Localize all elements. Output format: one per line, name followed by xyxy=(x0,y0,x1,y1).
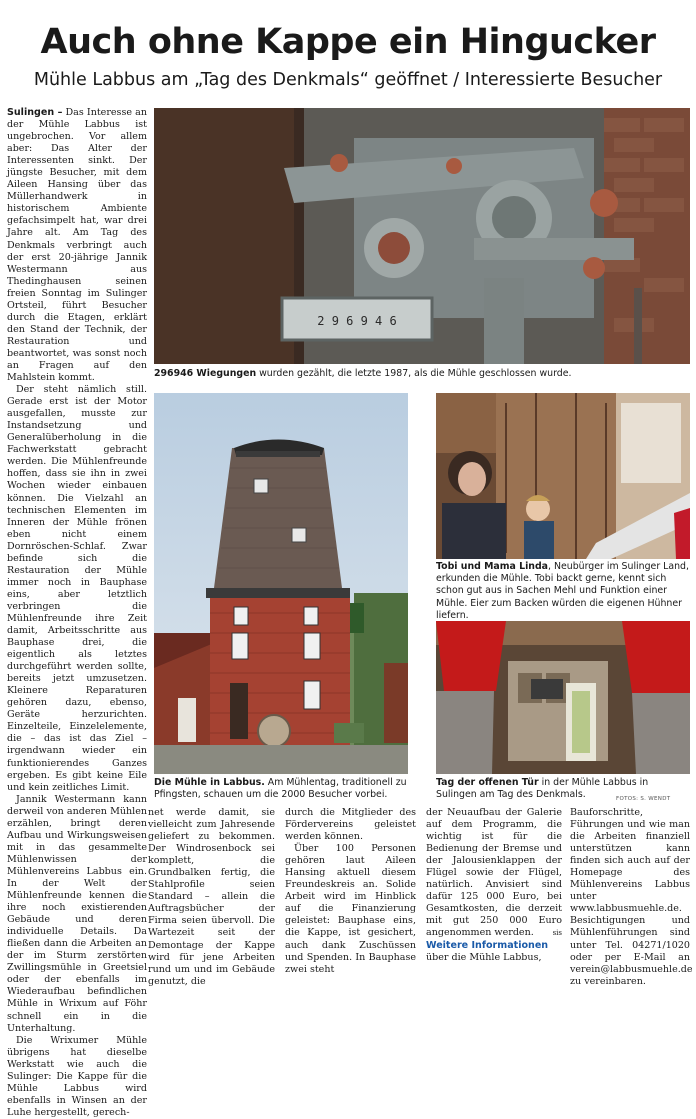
dateline: Sulingen – xyxy=(7,107,63,118)
headline: Auch ohne Kappe ein Hingucker xyxy=(40,22,656,62)
caption-bold: Die Mühle in Labbus. xyxy=(154,777,265,788)
info-box-heading: Weitere Informationen xyxy=(426,939,549,951)
article-paragraph: Jannik Westermann kann derweil von anderen Mühlen erzählen, bringt deren Aufbau und Wirkungsweisen mit in das gesammelte Mühlenwissen der Mühlenvereins Labbus ein. In der Welt der Mühlenfreunde kennen die ihre noch existierenden Gebäude und deren individuelle Details. Da fließen dann die Arbeiten an der im Sturm zerstörten Zwillingsmühle in Greetsiel oder der ebenfalls im Wiederaufbau befindlichen Mühle in Wrixum auf Föhr schnell ein in die Unterhaltung. xyxy=(7,793,147,1034)
caption-bold: 296946 Wiegungen xyxy=(154,368,257,379)
article-paragraph: Der steht nämlich still. Gerade erst ist der Motor ausgefallen, musste zur Instandsetzung und Generalüberholung in die Fachwerkstatt gebracht werden. Die Mühlenfreunde hoffen, dass sie ihn in zwei Wochen wieder einbauen können. Die Vielzahl an technischen Elementen im Inneren der Mühle frönen eben nicht einem Dornröschen-Schlaf. Zwar befinde sich die Restauration der Mühle immer noch in Bauphase eins, aber letztlich verbringen die Mühlenfreunde ihre Zeit damit, Arbeitsschritte aus Bauphase drei, die eigentlich als letztes durchgeführt werden sollte, bereits jetzt umzusetzen. Kleinere Reparaturen gehören dazu, ebenso, Geräte herzurichten. Einzelteile, Einzelelemente, die – das ist das Ziel – irgendwann wieder ein funktionierendes Ganzes ergeben. Es gibt keine Eile und kein zeitliches Limit. xyxy=(7,384,147,793)
article-column-2 xyxy=(148,807,275,988)
article-paragraph xyxy=(426,807,562,940)
subheadline: Mühle Labbus am „Tag des Denkmals“ geöffnet / Interessierte Besucher xyxy=(33,70,663,90)
caption-bold: Tag der offenen Tür xyxy=(436,777,539,788)
article-paragraph: net werde damit, sie vielleicht zum Jahresende geliefert zu bekommen. Der Windrosenbock sei komplett, die Grundbalken fertig, die Stahlprofile seien Standard – allein die Auftragsbücher der Firma seien übervoll. Die Wartezeit seit der Demontage der Kappe wird für jene Arbeiten rund um und im Gebäude genutzt, die xyxy=(148,807,275,987)
article-paragraph: durch die Mitglieder des Fördervereins geleistet werden können. xyxy=(285,807,416,843)
counter-display: 2 9 6 9 4 6 xyxy=(317,314,397,328)
caption-text: in der Mühle Labbus in Sulingen am Tag des Denkmals. xyxy=(436,777,649,801)
info-box-column xyxy=(570,807,693,988)
author-tag: sis xyxy=(552,929,562,938)
caption-machine xyxy=(154,368,690,380)
info-box-lead: über die Mühle Labbus, xyxy=(426,951,542,963)
caption-text: , Neubürger im Sulinger Land, erkunden die Mühle. Tobi backt gerne, kennt sich schon gut aus in Sachen Mehl und Funktion einer Mühle. Eier zum Backen würden die eigenen Hühner liefern. xyxy=(436,561,689,621)
info-box-title xyxy=(426,940,562,952)
caption-text: wurden gezählt, die letzte 1987, als die Mühle geschlossen wurde. xyxy=(256,368,572,379)
caption-family xyxy=(436,561,690,622)
photo-machine-scale xyxy=(154,108,690,364)
article-column-4 xyxy=(426,807,562,964)
caption-bold: Tobi und Mama Linda xyxy=(436,561,549,572)
article-paragraph: Über 100 Personen gehören laut Aileen Hansing aktuell diesem Freundeskreis an. Solide Arbeit wird im Hinblick auf die Finanzierung geleistet: Bauphase eins, die Kappe, ist gesichert, auch dank Zuschüssen und Spenden. In Bauphase zwei steht xyxy=(285,843,416,975)
photo-interior xyxy=(436,621,690,774)
article-column-1 xyxy=(7,107,147,1118)
caption-windmill xyxy=(154,777,408,801)
photo-windmill xyxy=(154,393,408,774)
article-paragraph: Die Wrixumer Mühle übrigens hat dieselbe Werkstatt wie auch die Sulinger: Die Kappe für die Mühle Labbus wird ebenfalls in Winsen an der Luhe hergestellt, gerech- xyxy=(7,1034,147,1118)
info-box-text: Bauforschritte, Führungen und wie man die Arbeiten finanziell unterstützen kann finden sich auch auf der Homepage des Mühlenvereins Labbus unter www.labbusmuehle.de. Besichtigungen und Mühlenführungen sind unter Tel. 04271/1020 oder per E-Mail an verein@labbusmuehle.de zu vereinbaren. xyxy=(570,807,693,987)
article-column-3 xyxy=(285,807,416,976)
article-paragraph: Das Interesse an der Mühle Labbus ist ungebrochen. Vor allem aber: Das Alter der Interessenten sinkt. Der jüngste Besucher, mit dem Aileen Hansing über das Müllerhandwerk in historischem Ambiente gefachsimpelt hat, war drei Jahre alt. Am Tag des Denkmals verbringt auch der erst 20-jährige Jannik Westermann aus Thedinghausen seinen freien Sonntag im Sulinger Ortsteil, führt Besucher durch die Etagen, erklärt den Stand der Technik, der Restauration und beantwortet, was sonst noch an Fragen auf den Mahlstein kommt. xyxy=(7,107,147,384)
photo-family xyxy=(436,393,690,559)
caption-text: Am Mühlentag, traditionell zu Pfingsten, schauen um die 2000 Besucher vorbei. xyxy=(154,777,407,801)
photo-credit: FOTOS: S. WENDT xyxy=(616,796,671,802)
article-paragraph-text: der Neuaufbau der Galerie auf dem Programm, die wichtig ist für die Bedienung der Bremse und der Jalousienklappen der Flügel sowie der Flügel, natürlich. Anvisiert sind dafür 125 000 Euro, bei Gesamtkosten, die derzeit mit gut 250 000 Euro angenommen werden. xyxy=(426,807,562,939)
